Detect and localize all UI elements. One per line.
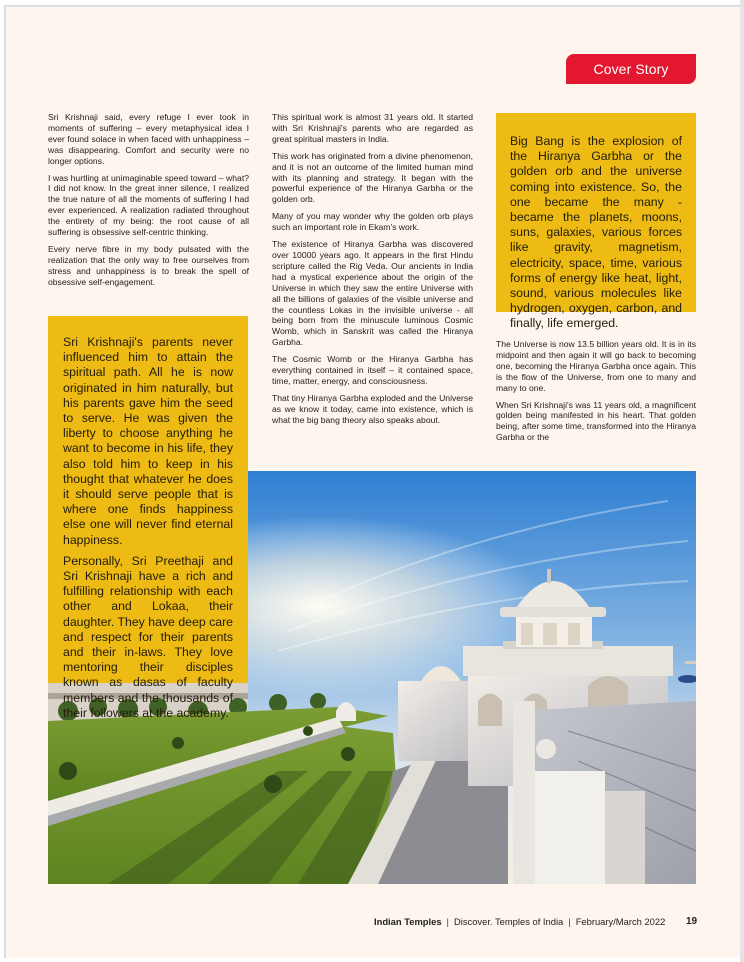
footer-separator: |	[568, 916, 571, 927]
pullquote-right	[496, 113, 696, 331]
issue-date: February/March 2022	[575, 916, 666, 927]
publication-name: Indian Temples	[374, 916, 442, 927]
article-column-2	[272, 112, 473, 432]
paragraph: The existence of Hiranya Garbha was discovered over 10000 years ago. It appears in the first Hindu scripture called the Rig Veda. Our ancients in India had a mystical experience about the origin of the Universe in which they saw the entire Universe with all the billions of galaxies of the visible universe and the countless Lokas in the invisible universe - all being born from the minuscule luminous Cosmic Womb, which in Sanskrit was called the Hiranya Garbha.	[272, 239, 473, 348]
pullquote-left	[48, 316, 248, 720]
article-column-3	[496, 339, 696, 449]
page-footer	[374, 916, 698, 927]
paragraph: Many of you may wonder why the golden orb plays such an important role in Ekam's work.	[272, 211, 473, 233]
pullquote-text: Big Bang is the explosion of the Hiranya Garbha or the golden orb and the universe coming into existence. So, the one became the many - became the planets, moons, suns, galaxies, various forces like gravity, magnetism, electricity, space, time, various forms of energy like heat, light, sound, various molecules like hydrogen, oxygen, carbon, and finally, life emerged.	[510, 134, 682, 331]
paragraph: The Universe is now 13.5 billion years old. It is in its midpoint and then again it will go back to becoming one, becoming the Hiranya Garbha once again. This is the flow of the Universe, from one to many and many to one.	[496, 339, 696, 393]
paragraph: That tiny Hiranya Garbha exploded and the Universe as we know it today, came into existence, which is what the big bang theory also speaks about.	[272, 392, 473, 425]
paragraph: Sri Krishnaji said, every refuge I ever took in moments of suffering – every metaphysical idea I ever found solace in when faced with unhappiness – was disappearing. Comfort and security were no longer options.	[48, 112, 249, 166]
footer-separator: |	[446, 916, 449, 927]
publication-tagline: Discover. Temples of India	[453, 916, 564, 927]
paragraph: Every nerve fibre in my body pulsated with the realization that the only way to free ourselves from stress and unhappiness is to break the spell of obsessive self-engagement.	[48, 243, 249, 287]
paragraph: This spiritual work is almost 31 years old. It started with Sri Krishnaji's parents who are regarded as great spiritual masters in India.	[272, 112, 473, 144]
section-tag: Cover Story	[566, 54, 696, 84]
page-number: 19	[686, 916, 698, 927]
pullquote-paragraph: Personally, Sri Preethaji and Sri Krishnaji have a rich and fulfilling relationship with each other and Lokaa, their daughter. They have deep care and respect for their parents and their in-laws. They love mentoring their disciples known as dasas of faculty members and the thousands of their followers at the academy.	[63, 553, 234, 720]
paragraph: I was hurtling at unimaginable speed toward – what? I did not know. In the great inner silence, I realized the true nature of all the moments of suffering I had ever experienced. A realization radiated throughout the entirety of my being: the root cause of all suffering is obsessive self-centric thinking.	[48, 172, 249, 238]
article-column-1	[48, 112, 249, 294]
paragraph: The Cosmic Womb or the Hiranya Garbha has everything contained in itself – it contained space, time, matter, energy, and consciousness.	[272, 354, 473, 386]
paragraph: When Sri Krishnaji's was 11 years old, a magnificent golden being manifested in his heart. That golden being, after some time, transformed into the Hiranya Garbha or the	[496, 399, 696, 443]
pullquote-paragraph: Sri Krishnaji's parents never influenced him to attain the spiritual path. All he is now originated in him naturally, but his parents gave him the seed to serve. He was given the liberty to choose anything he want to become in his life, they also told him to keep in his thought that whatever he does it should serve people that is where one finds happiness else one will never find eternal happiness.	[63, 335, 233, 547]
paragraph: This work has originated from a divine phenomenon, and it is not an outcome of the limited human mind with its planning and strategy. It began with the powerful experience of the Hiranya Garbha or the golden orb.	[272, 150, 473, 205]
scrollbar-edge[interactable]	[740, 0, 744, 962]
